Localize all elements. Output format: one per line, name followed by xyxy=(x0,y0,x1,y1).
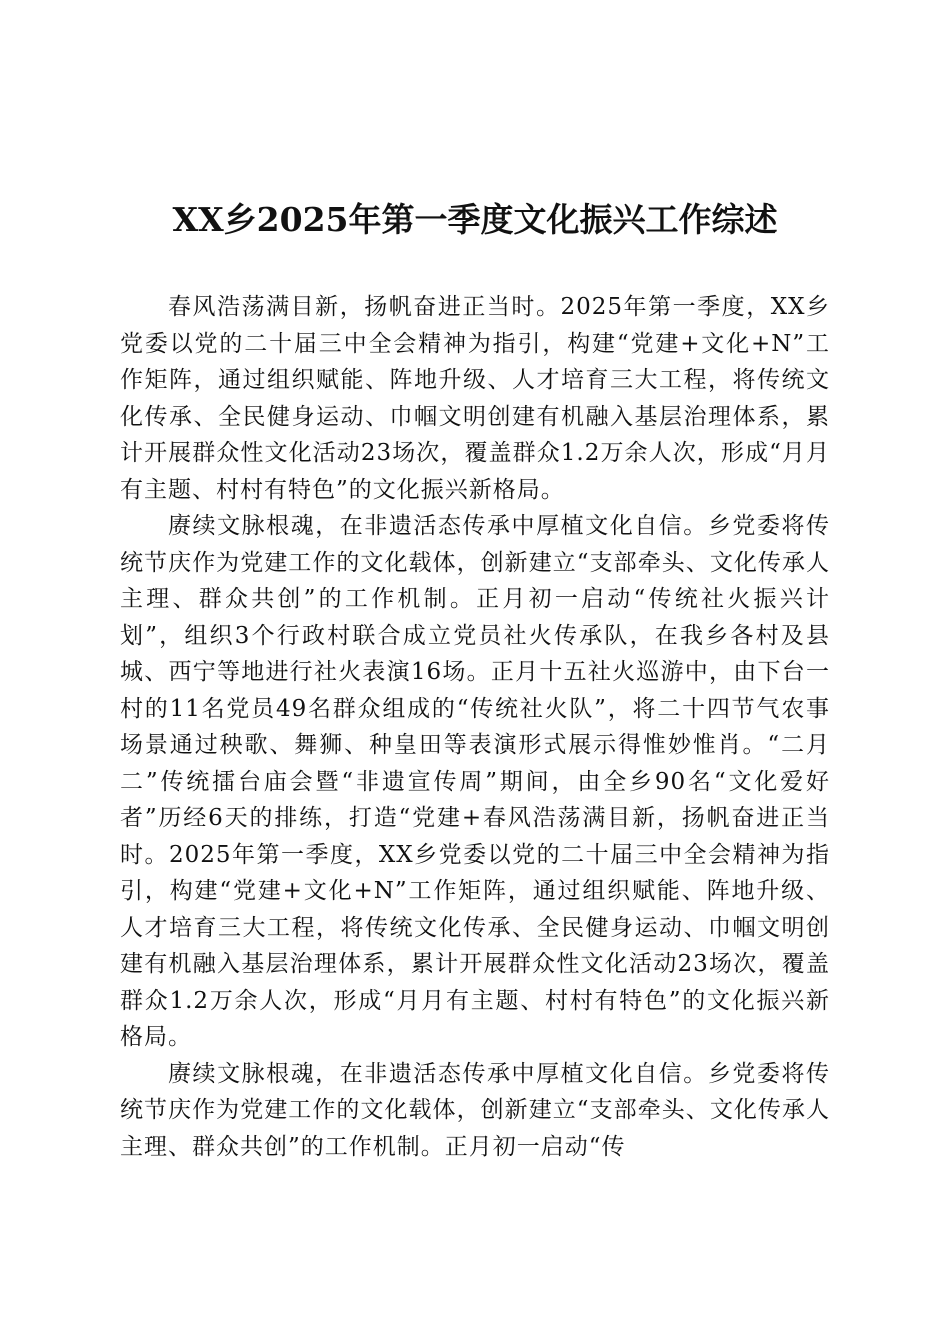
paragraph-heritage-continued: 赓续文脉根魂，在非遗活态传承中厚植文化自信。乡党委将传统节庆作为党建工作的文化载体，创新建立“支部牵头、文化传承人主理、群众共创”的工作机制。正月初一启动“传 xyxy=(120,1060,830,1160)
paragraph-intro: 春风浩荡满目新，扬帆奋进正当时。2025年第一季度，XX乡党委以党的二十届三中全会精神为指引，构建“党建+文化+N”工作矩阵，通过组织赋能、阵地升级、人才培育三大工程，将传统文化传承、全民健身运动、巾帼文明创建有机融入基层治理体系，累计开展群众性文化活动23场次，覆盖群众1.2万余人次，形成“月月有主题、村村有特色”的文化振兴新格局。 xyxy=(120,294,830,503)
document-title: XX乡2025年第一季度文化振兴工作综述 xyxy=(172,200,778,239)
paragraph-heritage: 赓续文脉根魂，在非遗活态传承中厚植文化自信。乡党委将传统节庆作为党建工作的文化载体，创新建立“支部牵头、文化传承人主理、群众共创”的工作机制。正月初一启动“传统社火振兴计划”，组织3个行政村联合成立党员社火传承队，在我乡各村及县城、西宁等地进行社火表演16场。正月十五社火巡游中，由下台一村的11名党员49名群众组成的“传统社火队”，将二十四节气农事场景通过秧歌、舞狮、种皇田等表演形式展示得惟妙惟肖。“二月二”传统擂台庙会暨“非遗宣传周”期间，由全乡90名“文化爱好者”历经6天的排练，打造“党建+春风浩荡满目新，扬帆奋进正当时。2025年第一季度，XX乡党委以党的二十届三中全会精神为指引，构建“党建+文化+N”工作矩阵，通过组织赋能、阵地升级、人才培育三大工程，将传统文化传承、全民健身运动、巾帼文明创建有机融入基层治理体系，累计开展群众性文化活动23场次，覆盖群众1.2万余人次，形成“月月有主题、村村有特色”的文化振兴新格局。 xyxy=(120,513,830,1050)
document-body xyxy=(120,289,830,1165)
